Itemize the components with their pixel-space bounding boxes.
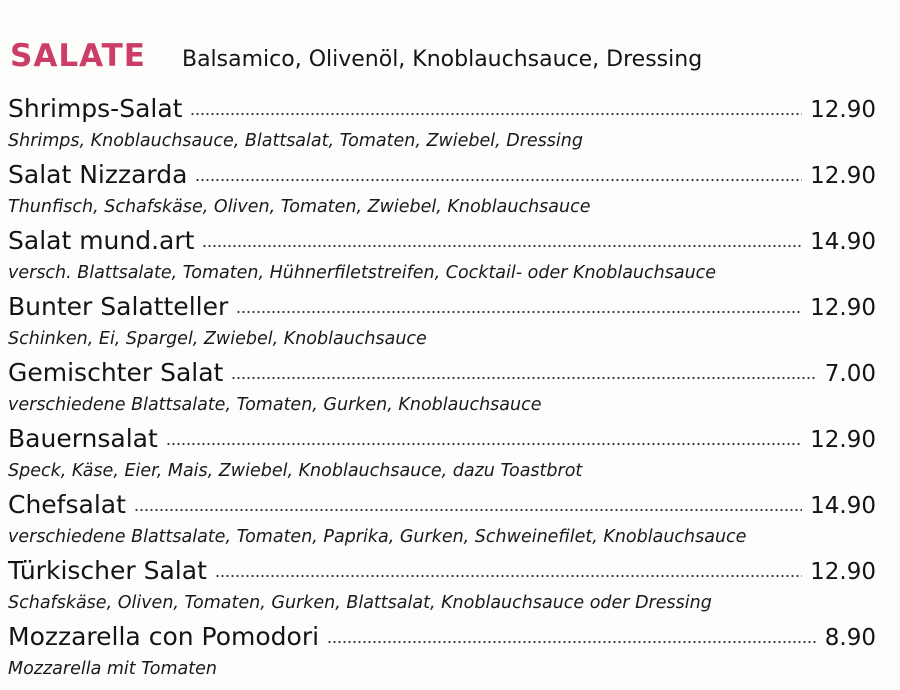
- menu-item-tuerkischer-salat: [0, 556, 900, 622]
- item-price: 12.90: [810, 163, 876, 189]
- item-price: 14.90: [810, 229, 876, 255]
- item-description: Schinken, Ei, Spargel, Zwiebel, Knoblauchsauce: [8, 329, 427, 349]
- item-description: verschiedene Blattsalate, Tomaten, Gurken, Knoblauchsauce: [8, 395, 542, 415]
- dot-leader: [236, 305, 802, 319]
- item-description: Thunfisch, Schafskäse, Oliven, Tomaten, Zwiebel, Knoblauchsauce: [8, 197, 591, 217]
- dot-leader: [195, 173, 802, 187]
- item-description: Schafskäse, Oliven, Tomaten, Gurken, Blattsalat, Knoblauchsauce oder Dressing: [8, 593, 712, 613]
- item-description: Speck, Käse, Eier, Mais, Zwiebel, Knoblauchsauce, dazu Toastbrot: [8, 461, 583, 481]
- item-name: Bauernsalat: [8, 424, 158, 453]
- item-name: Gemischter Salat: [8, 358, 224, 387]
- menu-item-salat-nizzarda: [0, 160, 900, 226]
- dot-leader: [134, 503, 802, 517]
- menu-item-chefsalat: [0, 490, 900, 556]
- dot-leader: [231, 371, 816, 385]
- item-name: Bunter Salatteller: [8, 292, 229, 321]
- menu-item-bunter-salatteller: [0, 292, 900, 358]
- item-description: Mozzarella mit Tomaten: [8, 659, 217, 679]
- item-description: Shrimps, Knoblauchsauce, Blattsalat, Tomaten, Zwiebel, Dressing: [8, 131, 583, 151]
- dot-leader: [215, 569, 802, 583]
- dot-leader: [202, 239, 802, 253]
- menu-item-salat-mund-art: [0, 226, 900, 292]
- dot-leader: [166, 437, 802, 451]
- item-price: 12.90: [810, 295, 876, 321]
- menu-item-shrimps-salat: [0, 94, 900, 160]
- dot-leader: [190, 107, 802, 121]
- item-description: versch. Blattsalate, Tomaten, Hühnerfiletstreifen, Cocktail- oder Knoblauchsauce: [8, 263, 717, 283]
- item-name: Türkischer Salat: [8, 556, 207, 585]
- section-title: SALATE: [10, 38, 146, 74]
- menu-item-gemischter-salat: [0, 358, 900, 424]
- item-price: 12.90: [810, 97, 876, 123]
- item-name: Mozzarella con Pomodori: [8, 622, 320, 651]
- item-name: Salat mund.art: [8, 226, 195, 255]
- item-price: 8.90: [824, 625, 876, 651]
- item-price: 7.00: [824, 361, 876, 387]
- dot-leader: [327, 635, 817, 649]
- menu-header: [10, 38, 890, 82]
- item-name: Salat Nizzarda: [8, 160, 188, 189]
- item-price: 12.90: [810, 559, 876, 585]
- item-price: 14.90: [810, 493, 876, 519]
- item-price: 12.90: [810, 427, 876, 453]
- item-description: verschiedene Blattsalate, Tomaten, Paprika, Gurken, Schweinefilet, Knoblauchsauce: [8, 527, 747, 547]
- menu-item-mozzarella-con-pomodori: [0, 622, 900, 688]
- section-subtitle: Balsamico, Olivenöl, Knoblauchsauce, Dressing: [181, 47, 703, 72]
- item-name: Chefsalat: [8, 490, 126, 519]
- menu-item-bauernsalat: [0, 424, 900, 490]
- item-name: Shrimps-Salat: [8, 94, 183, 123]
